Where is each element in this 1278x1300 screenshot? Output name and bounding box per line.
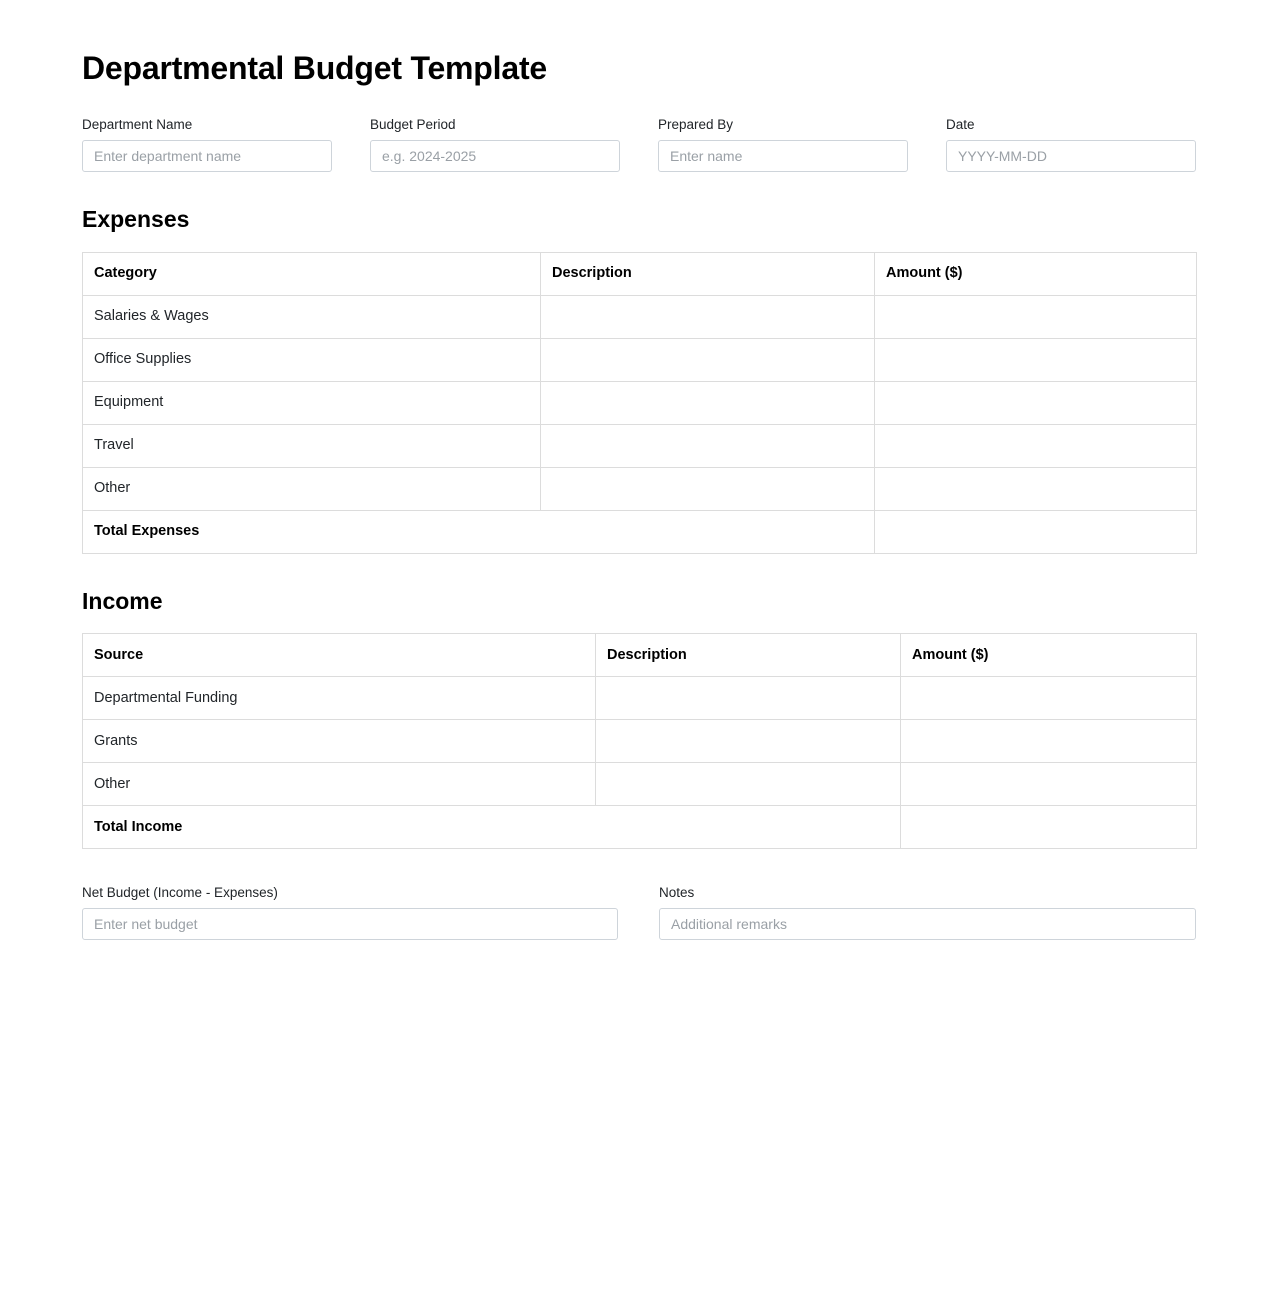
prepared-by-field-group	[658, 117, 908, 172]
expenses-cell-amount[interactable]	[875, 381, 1197, 424]
table-row	[83, 295, 1197, 338]
expenses-header-row	[83, 252, 1197, 295]
expenses-cell-amount[interactable]	[875, 295, 1197, 338]
income-header-row	[83, 634, 1197, 677]
income-total-label: Total Income	[83, 806, 901, 849]
expenses-section-title: Expenses	[82, 205, 190, 232]
budget-period-label: Budget Period	[370, 116, 456, 132]
expenses-cell-category: Office Supplies	[83, 338, 541, 381]
date-label: Date	[946, 116, 975, 132]
net-budget-field-group	[82, 885, 618, 940]
expenses-cell-amount[interactable]	[875, 424, 1197, 467]
income-column-header-amount: Amount ($)	[901, 634, 1197, 677]
income-column-header-source: Source	[83, 634, 596, 677]
table-row	[83, 467, 1197, 510]
income-cell-source: Grants	[83, 720, 596, 763]
income-cell-amount[interactable]	[901, 677, 1197, 720]
meta-fields-row	[82, 117, 1196, 172]
income-cell-source: Departmental Funding	[83, 677, 596, 720]
department-name-input[interactable]	[82, 140, 332, 172]
net-budget-input[interactable]	[82, 908, 618, 940]
expenses-cell-category: Equipment	[83, 381, 541, 424]
income-table	[82, 633, 1197, 849]
net-budget-label: Net Budget (Income - Expenses)	[82, 885, 278, 901]
income-cell-description[interactable]	[596, 677, 901, 720]
expenses-cell-amount[interactable]	[875, 467, 1197, 510]
table-row	[83, 677, 1197, 720]
notes-input[interactable]	[659, 908, 1196, 940]
income-cell-source: Other	[83, 763, 596, 806]
income-total-amount[interactable]	[901, 806, 1197, 849]
expenses-cell-description[interactable]	[541, 295, 875, 338]
table-row	[83, 720, 1197, 763]
expenses-column-header-description: Description	[541, 252, 875, 295]
table-row	[83, 381, 1197, 424]
notes-label: Notes	[659, 885, 695, 901]
expenses-total-amount[interactable]	[875, 510, 1197, 553]
expenses-cell-category: Travel	[83, 424, 541, 467]
income-cell-amount[interactable]	[901, 763, 1197, 806]
expenses-column-header-amount: Amount ($)	[875, 252, 1197, 295]
income-section-title: Income	[82, 587, 163, 614]
date-input[interactable]	[946, 140, 1196, 172]
date-field-group	[946, 117, 1196, 172]
expenses-cell-amount[interactable]	[875, 338, 1197, 381]
expenses-total-row	[83, 510, 1197, 553]
table-row	[83, 763, 1197, 806]
prepared-by-input[interactable]	[658, 140, 908, 172]
department-name-label: Department Name	[82, 116, 193, 132]
notes-field-group	[659, 885, 1196, 940]
table-row	[83, 424, 1197, 467]
income-cell-amount[interactable]	[901, 720, 1197, 763]
expenses-table	[82, 252, 1197, 554]
expenses-cell-category: Other	[83, 467, 541, 510]
budget-period-input[interactable]	[370, 140, 620, 172]
expenses-cell-category: Salaries & Wages	[83, 295, 541, 338]
table-row	[83, 338, 1197, 381]
income-cell-description[interactable]	[596, 720, 901, 763]
expenses-cell-description[interactable]	[541, 424, 875, 467]
page-title: Departmental Budget Template	[82, 50, 547, 86]
prepared-by-label: Prepared By	[658, 116, 734, 132]
income-column-header-description: Description	[596, 634, 901, 677]
department-name-field-group	[82, 117, 332, 172]
expenses-column-header-category: Category	[83, 252, 541, 295]
expenses-cell-description[interactable]	[541, 467, 875, 510]
expenses-total-label: Total Expenses	[83, 510, 875, 553]
budget-period-field-group	[370, 117, 620, 172]
income-total-row	[83, 806, 1197, 849]
income-cell-description[interactable]	[596, 763, 901, 806]
expenses-cell-description[interactable]	[541, 338, 875, 381]
expenses-cell-description[interactable]	[541, 381, 875, 424]
footer-fields-row	[82, 885, 1196, 940]
